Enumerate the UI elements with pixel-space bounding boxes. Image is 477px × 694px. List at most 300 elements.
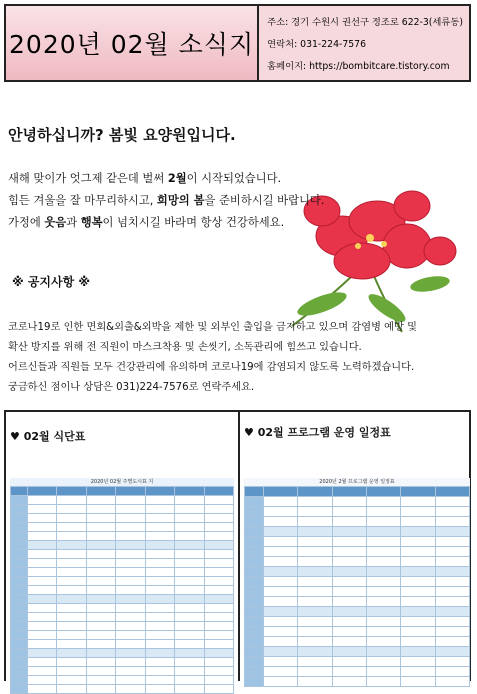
sheet-cell	[28, 586, 56, 594]
sheet-cell	[367, 597, 400, 606]
sheet-cell	[264, 677, 297, 686]
bottom-panel-split	[238, 410, 240, 681]
sheet-cell	[264, 517, 297, 526]
notice-line: 어르신들과 직원들 모두 건강관리에 유의하며 코로나19에 감염되지 않도록 노력하겠습니다.	[8, 362, 415, 373]
sheet-cell	[116, 685, 144, 693]
sheet-cell	[205, 640, 233, 648]
sheet-cell	[367, 487, 400, 496]
sheet-cell	[333, 537, 366, 546]
sheet-cell	[175, 532, 203, 540]
sheet-cell	[264, 637, 297, 646]
sheet-cell	[87, 667, 115, 675]
sheet-cell	[298, 497, 331, 506]
sheet-cell	[175, 577, 203, 585]
sheet-cell	[401, 617, 434, 626]
sheet-cell	[245, 557, 263, 566]
sheet-cell	[436, 677, 469, 686]
sheet-cell	[87, 685, 115, 693]
sheet-cell	[245, 667, 263, 676]
sheet-cell	[367, 647, 400, 656]
sheet-cell	[87, 496, 115, 504]
sheet-cell	[11, 595, 27, 603]
sheet-cell	[57, 649, 85, 657]
sheet-cell	[436, 537, 469, 546]
sheet-cell	[146, 496, 174, 504]
sheet-cell	[245, 637, 263, 646]
sheet-cell	[264, 657, 297, 666]
sheet-cell	[436, 507, 469, 516]
sheet-cell	[298, 537, 331, 546]
sheet-cell	[11, 559, 27, 567]
sheet-cell	[205, 586, 233, 594]
sheet-cell	[436, 487, 469, 496]
sheet-cell	[175, 649, 203, 657]
sheet-cell	[264, 597, 297, 606]
sheet-cell	[116, 532, 144, 540]
sheet-cell	[87, 523, 115, 531]
sheet-cell	[333, 527, 366, 536]
sheet-cell	[401, 497, 434, 506]
sheet-cell	[87, 559, 115, 567]
sheet-cell	[11, 523, 27, 531]
sheet-cell	[333, 497, 366, 506]
sheet-cell	[87, 613, 115, 621]
sheet-cell	[57, 613, 85, 621]
sheet-cell	[28, 541, 56, 549]
sheet-cell	[57, 577, 85, 585]
program-section-title: ♥ 02월 프로그램 운영 일정표	[244, 426, 391, 439]
sheet-cell	[175, 613, 203, 621]
sheet-cell	[146, 667, 174, 675]
sheet-cell	[205, 496, 233, 504]
sheet-cell	[333, 587, 366, 596]
sheet-cell	[116, 514, 144, 522]
sheet-cell	[401, 667, 434, 676]
sheet-cell	[175, 514, 203, 522]
sheet-cell	[333, 507, 366, 516]
sheet-cell	[57, 631, 85, 639]
sheet-cell	[146, 595, 174, 603]
sheet-cell	[146, 568, 174, 576]
greeting-title: 안녕하십니까? 봄빛 요양원입니다.	[8, 126, 236, 144]
sheet-cell	[87, 505, 115, 513]
sheet-cell	[245, 597, 263, 606]
sheet-cell	[298, 607, 331, 616]
sheet-cell	[87, 658, 115, 666]
sheet-cell	[205, 577, 233, 585]
sheet-cell	[11, 685, 27, 693]
sheet-cell	[87, 586, 115, 594]
sheet-cell	[401, 557, 434, 566]
sheet-cell	[28, 640, 56, 648]
greeting-text: 이 넘치시길 바라며 항상 건강하세요.	[102, 216, 285, 229]
sheet-cell	[116, 586, 144, 594]
sheet-cell	[28, 559, 56, 567]
greeting-text: 과	[66, 216, 81, 229]
sheet-cell	[28, 514, 56, 522]
sheet-cell	[333, 547, 366, 556]
greeting-line	[8, 212, 428, 234]
sheet-cell	[367, 547, 400, 556]
sheet-cell	[205, 676, 233, 684]
sheet-cell	[264, 577, 297, 586]
sheet-cell	[116, 523, 144, 531]
greeting-emphasis: 희망의 봄	[156, 194, 205, 207]
sheet-cell	[57, 676, 85, 684]
sheet-cell	[11, 640, 27, 648]
sheet-cell	[298, 487, 331, 496]
sheet-cell	[264, 587, 297, 596]
sheet-cell	[28, 568, 56, 576]
sheet-cell	[57, 622, 85, 630]
sheet-cell	[333, 557, 366, 566]
sheet-cell	[264, 667, 297, 676]
sheet-cell	[333, 487, 366, 496]
sheet-cell	[116, 505, 144, 513]
sheet-cell	[298, 637, 331, 646]
contact-info	[259, 6, 469, 80]
sheet-cell	[28, 613, 56, 621]
sheet-cell	[298, 657, 331, 666]
sheet-cell	[436, 657, 469, 666]
sheet-cell	[205, 568, 233, 576]
sheet-cell	[401, 607, 434, 616]
sheet-cell	[401, 507, 434, 516]
sheet-cell	[205, 559, 233, 567]
sheet-cell	[57, 568, 85, 576]
sheet-cell	[401, 487, 434, 496]
sheet-cell	[175, 658, 203, 666]
sheet-cell	[245, 537, 263, 546]
sheet-cell	[298, 677, 331, 686]
sheet-cell	[146, 685, 174, 693]
sheet-cell	[367, 517, 400, 526]
sheet-cell	[146, 622, 174, 630]
sheet-cell	[264, 557, 297, 566]
sheet-cell	[333, 667, 366, 676]
sheet-cell	[205, 658, 233, 666]
sheet-cell	[436, 647, 469, 656]
sheet-cell	[333, 657, 366, 666]
sheet-cell	[298, 627, 331, 636]
sheet-cell	[436, 597, 469, 606]
sheet-cell	[175, 505, 203, 513]
sheet-cell	[298, 597, 331, 606]
greeting-text: 가정에	[8, 216, 45, 229]
sheet-cell	[87, 595, 115, 603]
sheet-cell	[175, 568, 203, 576]
sheet-cell	[87, 631, 115, 639]
notice-line: 확산 방지를 위해 전 직원이 마스크착용 및 손씻기, 소독관리에 힘쓰고 있습니다.	[8, 342, 362, 353]
sheet-cell	[436, 527, 469, 536]
sheet-cell	[264, 567, 297, 576]
sheet-cell	[87, 487, 115, 495]
sheet-cell	[264, 647, 297, 656]
sheet-cell	[401, 647, 434, 656]
sheet-cell	[205, 685, 233, 693]
sheet-cell	[264, 497, 297, 506]
sheet-cell	[28, 631, 56, 639]
sheet-cell	[245, 527, 263, 536]
sheet-cell	[367, 507, 400, 516]
sheet-cell	[333, 627, 366, 636]
sheet-cell	[175, 604, 203, 612]
sheet-cell	[57, 667, 85, 675]
menu-sheet-image	[10, 478, 234, 678]
sheet-cell	[87, 622, 115, 630]
sheet-cell	[11, 649, 27, 657]
sheet-cell	[298, 557, 331, 566]
sheet-cell	[28, 595, 56, 603]
sheet-cell	[367, 587, 400, 596]
sheet-cell	[245, 517, 263, 526]
sheet-cell	[298, 507, 331, 516]
newsletter-title: 2020년 02월 소식지	[6, 6, 259, 80]
sheet-cell	[57, 559, 85, 567]
sheet-cell	[87, 676, 115, 684]
sheet-cell	[11, 613, 27, 621]
sheet-cell	[333, 617, 366, 626]
sheet-cell	[146, 613, 174, 621]
sheet-cell	[87, 550, 115, 558]
sheet-cell	[298, 587, 331, 596]
sheet-cell	[401, 677, 434, 686]
sheet-cell	[11, 577, 27, 585]
menu-section-title: ♥ 02월 식단표	[10, 430, 86, 443]
sheet-cell	[57, 541, 85, 549]
program-sheet-image	[244, 478, 470, 678]
sheet-cell	[367, 627, 400, 636]
sheet-cell	[205, 595, 233, 603]
sheet-cell	[436, 607, 469, 616]
sheet-cell	[11, 622, 27, 630]
sheet-cell	[175, 685, 203, 693]
sheet-cell	[57, 523, 85, 531]
sheet-cell	[11, 667, 27, 675]
sheet-cell	[367, 537, 400, 546]
sheet-cell	[87, 604, 115, 612]
sheet-cell	[245, 587, 263, 596]
sheet-cell	[116, 649, 144, 657]
sheet-cell	[116, 550, 144, 558]
sheet-cell	[367, 637, 400, 646]
sheet-cell	[11, 658, 27, 666]
sheet-cell	[436, 577, 469, 586]
sheet-cell	[146, 541, 174, 549]
sheet-cell	[401, 537, 434, 546]
sheet-cell	[28, 685, 56, 693]
sheet-cell	[146, 640, 174, 648]
sheet-cell	[205, 649, 233, 657]
homepage-link[interactable]: 홈페이지: https://bombitcare.tistory.com	[267, 61, 450, 72]
sheet-cell	[264, 607, 297, 616]
sheet-cell	[264, 537, 297, 546]
sheet-cell	[245, 607, 263, 616]
sheet-cell	[245, 617, 263, 626]
menu-sheet-caption: 2020년 02월 주별도시표 지	[90, 479, 154, 485]
sheet-cell	[245, 487, 263, 496]
greeting-line	[8, 168, 428, 190]
sheet-cell	[298, 527, 331, 536]
sheet-cell	[367, 657, 400, 666]
sheet-cell	[116, 496, 144, 504]
sheet-cell	[245, 497, 263, 506]
sheet-cell	[175, 667, 203, 675]
sheet-cell	[436, 627, 469, 636]
sheet-cell	[333, 597, 366, 606]
sheet-cell	[116, 487, 144, 495]
sheet-cell	[57, 658, 85, 666]
address-text: 주소: 경기 수원시 권선구 정조로 622-3(세류동)	[267, 17, 463, 28]
sheet-cell	[11, 487, 27, 495]
sheet-cell	[205, 487, 233, 495]
sheet-cell	[146, 586, 174, 594]
sheet-cell	[146, 559, 174, 567]
sheet-cell	[367, 607, 400, 616]
sheet-cell	[28, 658, 56, 666]
sheet-cell	[116, 559, 144, 567]
sheet-cell	[175, 586, 203, 594]
phone-text: 연락처: 031-224-7576	[267, 39, 367, 50]
sheet-cell	[205, 514, 233, 522]
sheet-cell	[264, 507, 297, 516]
sheet-cell	[57, 640, 85, 648]
sheet-cell	[367, 577, 400, 586]
greeting-text: 이 시작되었습니다.	[186, 172, 282, 185]
notice-title: ※ 공지사항 ※	[12, 275, 91, 289]
sheet-cell	[175, 631, 203, 639]
sheet-cell	[205, 541, 233, 549]
sheet-cell	[333, 647, 366, 656]
sheet-cell	[333, 677, 366, 686]
greeting-emphasis: 웃음	[44, 216, 67, 229]
sheet-cell	[116, 541, 144, 549]
sheet-cell	[28, 622, 56, 630]
sheet-cell	[11, 505, 27, 513]
menu-sheet-grid	[10, 486, 234, 694]
greeting-line	[8, 190, 428, 212]
sheet-cell	[245, 657, 263, 666]
sheet-cell	[28, 577, 56, 585]
newsletter-header	[4, 4, 471, 82]
sheet-cell	[57, 532, 85, 540]
sheet-cell	[298, 547, 331, 556]
sheet-cell	[367, 567, 400, 576]
sheet-cell	[87, 541, 115, 549]
sheet-cell	[401, 577, 434, 586]
sheet-cell	[205, 613, 233, 621]
sheet-cell	[28, 676, 56, 684]
sheet-cell	[146, 523, 174, 531]
sheet-cell	[28, 550, 56, 558]
greeting-text: 힘든 겨울을 잘 마무리하시고,	[8, 194, 157, 207]
sheet-cell	[401, 567, 434, 576]
sheet-cell	[116, 577, 144, 585]
sheet-cell	[57, 496, 85, 504]
sheet-cell	[298, 577, 331, 586]
sheet-cell	[116, 631, 144, 639]
sheet-cell	[205, 667, 233, 675]
sheet-cell	[146, 631, 174, 639]
notice-body	[8, 318, 474, 398]
sheet-cell	[87, 514, 115, 522]
sheet-cell	[146, 487, 174, 495]
sheet-cell	[146, 577, 174, 585]
sheet-cell	[436, 667, 469, 676]
sheet-cell	[298, 517, 331, 526]
sheet-cell	[146, 550, 174, 558]
sheet-cell	[11, 586, 27, 594]
sheet-cell	[436, 617, 469, 626]
sheet-cell	[264, 487, 297, 496]
sheet-cell	[116, 622, 144, 630]
sheet-cell	[175, 595, 203, 603]
sheet-cell	[116, 640, 144, 648]
sheet-cell	[28, 667, 56, 675]
sheet-cell	[245, 627, 263, 636]
greeting-emphasis: 행복	[80, 216, 103, 229]
sheet-cell	[333, 637, 366, 646]
sheet-cell	[401, 527, 434, 536]
sheet-cell	[401, 637, 434, 646]
sheet-cell	[116, 676, 144, 684]
sheet-cell	[401, 587, 434, 596]
sheet-cell	[11, 496, 27, 504]
sheet-cell	[436, 567, 469, 576]
sheet-cell	[28, 523, 56, 531]
sheet-cell	[116, 604, 144, 612]
sheet-cell	[264, 617, 297, 626]
sheet-cell	[436, 557, 469, 566]
sheet-cell	[28, 487, 56, 495]
sheet-cell	[333, 517, 366, 526]
sheet-cell	[264, 527, 297, 536]
sheet-cell	[57, 505, 85, 513]
sheet-cell	[205, 523, 233, 531]
program-sheet-grid	[244, 486, 470, 687]
sheet-cell	[87, 532, 115, 540]
sheet-cell	[175, 559, 203, 567]
notice-line: 코로나19로 인한 면회&외출&외박을 제한 및 외부인 출입을 금지하고 있으며 감염병 예방 및	[8, 322, 417, 333]
sheet-cell	[11, 514, 27, 522]
greeting-paragraph	[8, 168, 428, 234]
sheet-cell	[264, 627, 297, 636]
sheet-cell	[146, 604, 174, 612]
sheet-cell	[116, 568, 144, 576]
sheet-cell	[333, 577, 366, 586]
sheet-cell	[205, 532, 233, 540]
sheet-cell	[87, 577, 115, 585]
greeting-text: 을 준비하시길 바랍니다.	[204, 194, 325, 207]
sheet-cell	[245, 577, 263, 586]
sheet-cell	[245, 507, 263, 516]
sheet-cell	[175, 550, 203, 558]
sheet-cell	[205, 550, 233, 558]
sheet-cell	[264, 547, 297, 556]
sheet-cell	[367, 677, 400, 686]
sheet-cell	[298, 667, 331, 676]
sheet-cell	[367, 667, 400, 676]
sheet-cell	[87, 640, 115, 648]
sheet-cell	[175, 676, 203, 684]
sheet-cell	[245, 647, 263, 656]
sheet-cell	[28, 532, 56, 540]
sheet-cell	[401, 657, 434, 666]
sheet-cell	[57, 514, 85, 522]
sheet-cell	[57, 586, 85, 594]
sheet-cell	[175, 541, 203, 549]
greeting-emphasis: 2월	[167, 172, 187, 185]
